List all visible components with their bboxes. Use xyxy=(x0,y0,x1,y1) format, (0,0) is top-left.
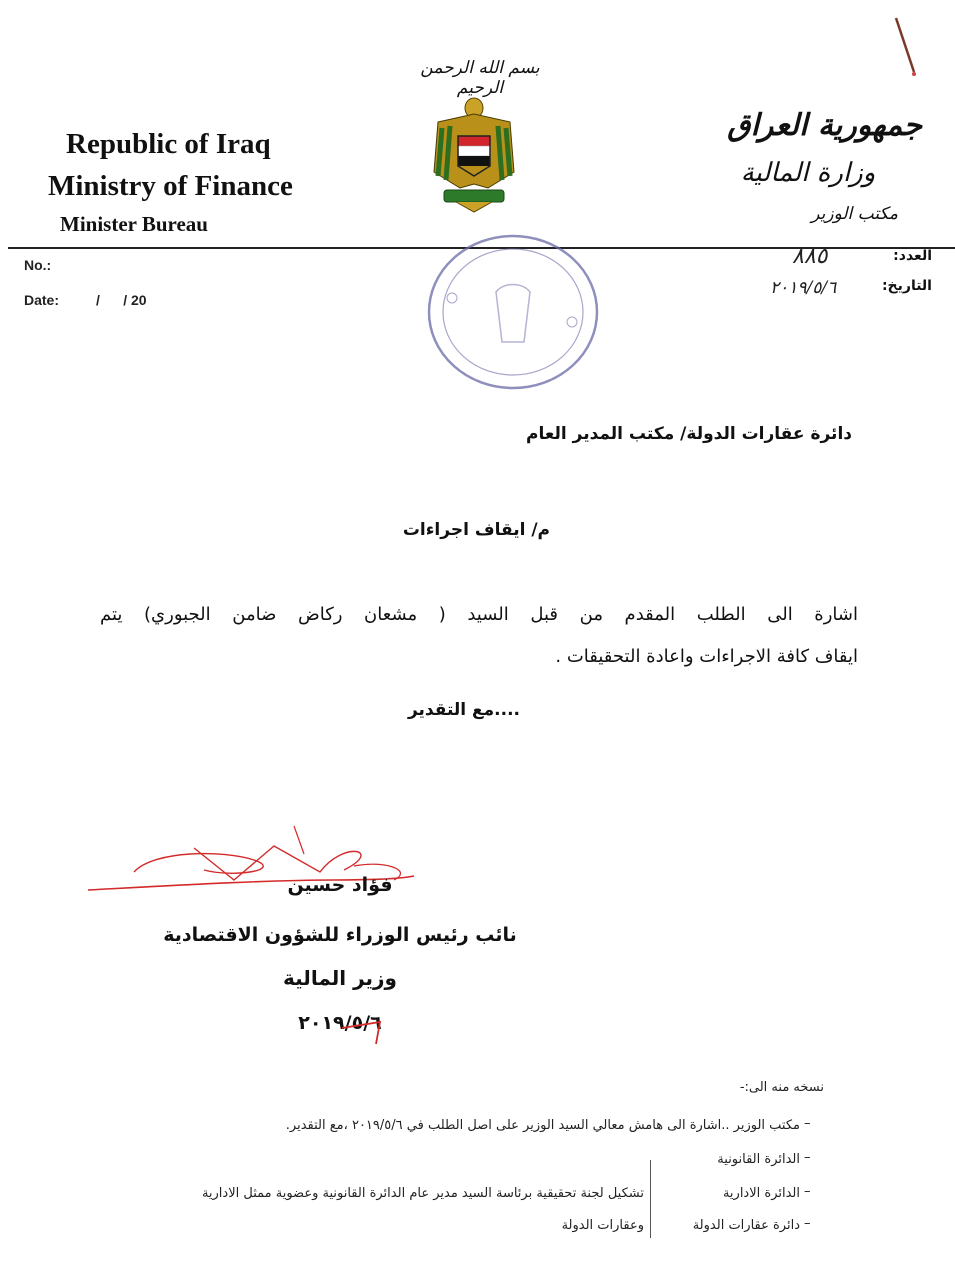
date-format: / / 20 xyxy=(96,292,147,308)
copy-item-1: مكتب الوزير ..اشارة الى هامش معالي السيد الوزير على اصل الطلب في ٢٠١٩/٥/٦ ،مع التقدير. xyxy=(285,1118,800,1133)
date-value-ar: ٢٠١٩/٥/٦ xyxy=(770,278,837,298)
header-republic: Republic of Iraq xyxy=(66,128,271,160)
signatory-title-1: نائب رئيس الوزراء للشؤون الاقتصادية xyxy=(163,924,517,946)
subject: م/ ايقاف اجراءات xyxy=(402,520,550,540)
date-mark-icon xyxy=(338,1012,388,1048)
date-label-ar: التاريخ: xyxy=(881,278,932,294)
signature-date: ٢٠١٩/٥/٦ xyxy=(298,1012,382,1034)
date-label: Date: xyxy=(24,292,60,308)
closing: ....مع التقدير xyxy=(407,700,520,720)
no-label: No.: xyxy=(24,257,52,273)
header-bureau-ar: مكتب الوزير xyxy=(811,204,898,224)
iraq-eagle-emblem-icon xyxy=(428,92,520,214)
number-value: ٨٨٥ xyxy=(792,244,828,269)
copy-item-2: الدائرة القانونية xyxy=(717,1152,800,1167)
basmala: بسم الله الرحمن الرحيم xyxy=(420,58,540,98)
signatory-title-2: وزير المالية xyxy=(283,966,397,990)
signatory-name: فؤاد حسين xyxy=(287,874,393,896)
copy-item-4: دائرة عقارات الدولة xyxy=(692,1218,800,1233)
header-republic-ar: جمهورية العراق xyxy=(727,108,922,143)
header-bureau: Minister Bureau xyxy=(60,212,208,236)
copies-heading: نسخه منه الى:- xyxy=(739,1080,824,1095)
recipient: دائرة عقارات الدولة/ مكتب المدير العام xyxy=(526,424,852,444)
header-ministry: Ministry of Finance xyxy=(48,170,293,202)
pen-stroke-icon xyxy=(892,14,922,78)
office-stamp-icon xyxy=(424,232,602,392)
copy-dash-4: – xyxy=(804,1216,811,1231)
copy-dash-3: – xyxy=(804,1184,811,1199)
bracket-note-line2: وعقارات الدولة xyxy=(561,1218,644,1233)
body-paragraph-line1: اشارة الى الطلب المقدم من قبل السيد ( مشعان ركاض ضامن الجبوري) يتم xyxy=(100,604,858,625)
bracket-note-line1: تشكيل لجنة تحقيقية برئاسة السيد مدير عام الدائرة القانونية وعضوية ممثل الادارية xyxy=(201,1186,644,1201)
copies-bracket xyxy=(650,1160,651,1238)
copy-item-3: الدائرة الادارية xyxy=(722,1186,800,1201)
body-paragraph-line2: ايقاف كافة الاجراءات واعادة التحقيقات . xyxy=(555,646,858,667)
number-label-ar: العدد: xyxy=(893,248,932,264)
header-ministry-ar: وزارة المالية xyxy=(740,158,876,188)
copy-dash-1: – xyxy=(804,1116,811,1131)
copy-dash-2: – xyxy=(804,1150,811,1165)
